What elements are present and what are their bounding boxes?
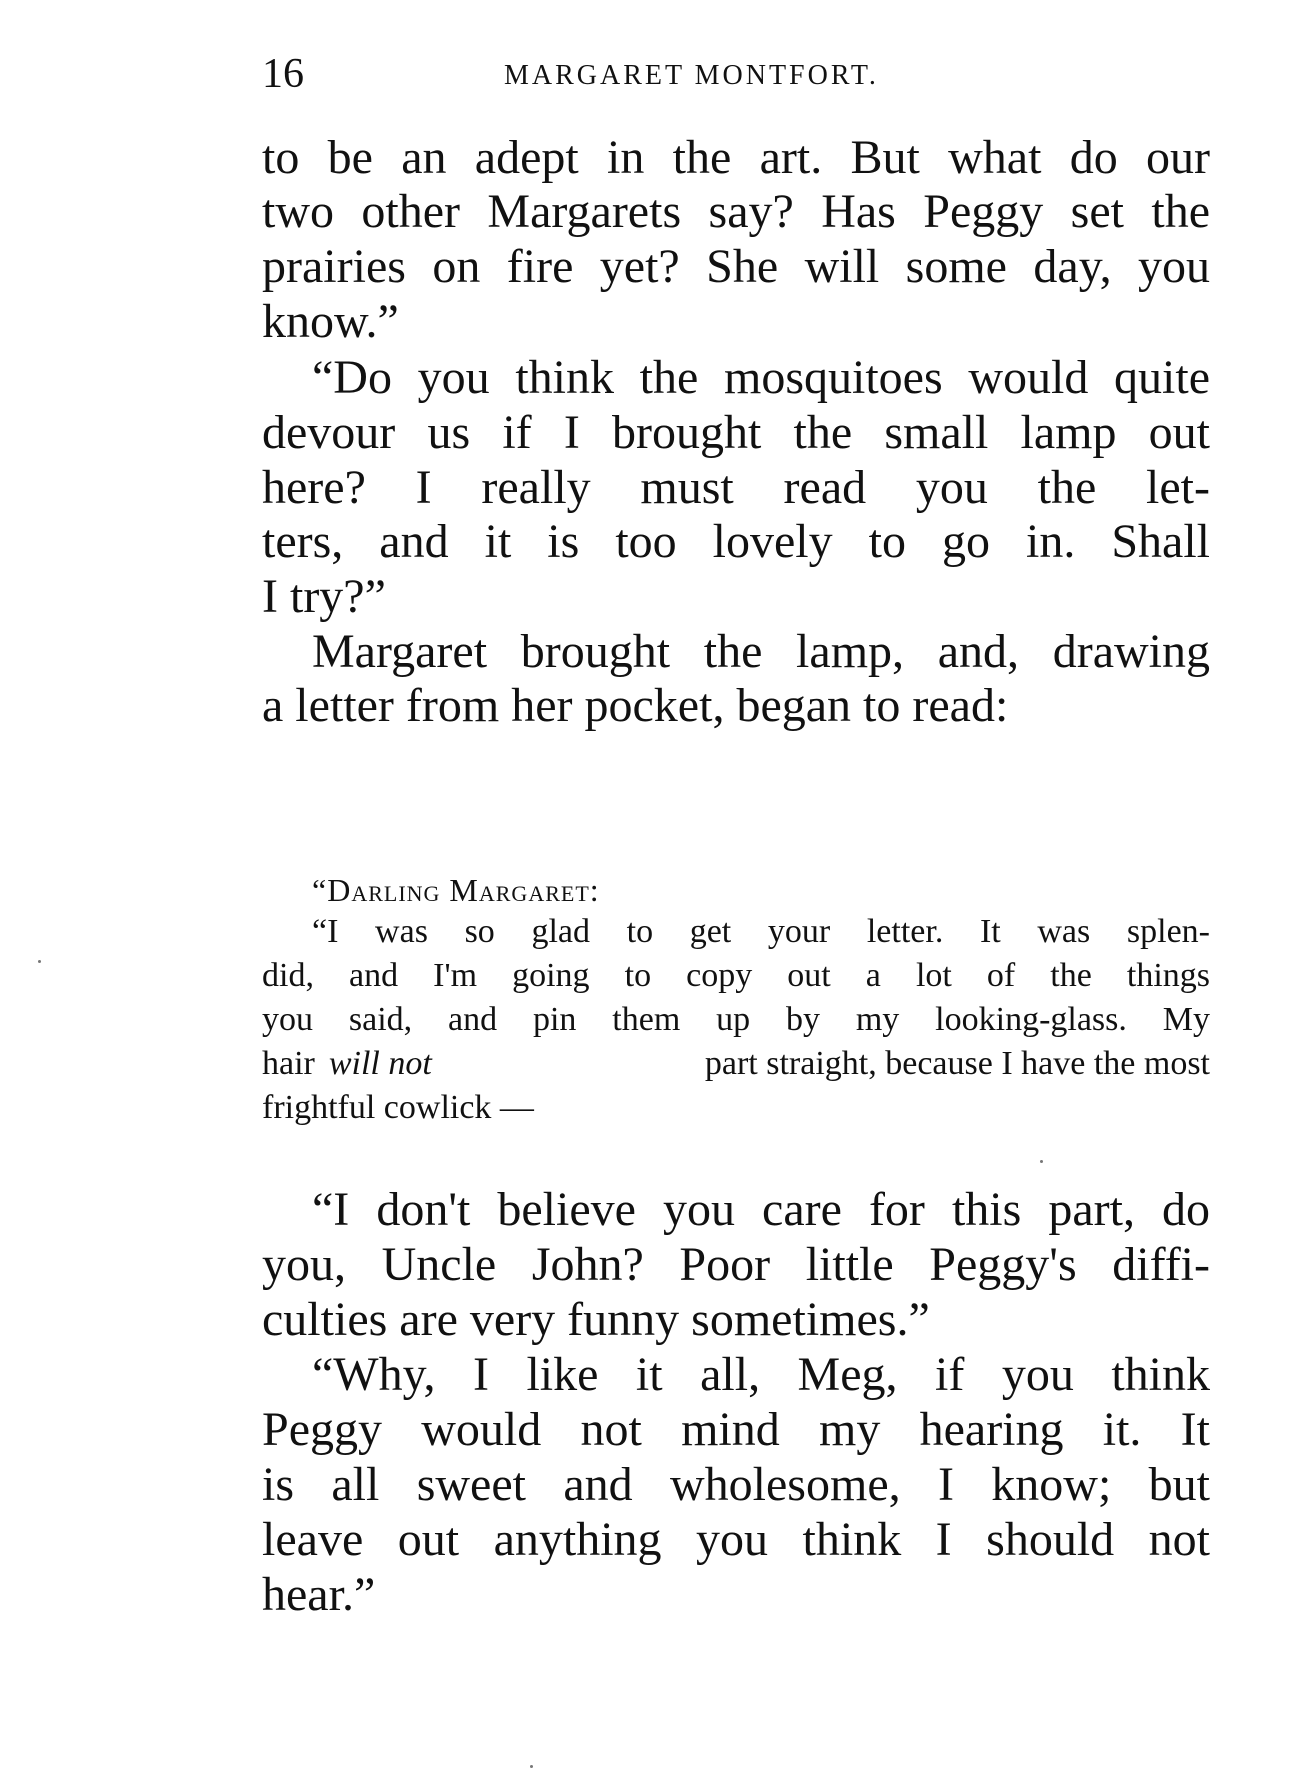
text-line: I try?” [262,570,386,623]
scan-speck [38,960,41,963]
text-line: hear.” [262,1568,376,1621]
scan-speck [530,1765,533,1768]
scan-speck [1040,1160,1043,1163]
text-line: to be an adept in the art. But what do our [262,131,1210,184]
text-line: culties are very funny sometimes.” [262,1293,930,1346]
letter-line: you said, and pin them up by my looking-glass. My [262,1001,1210,1038]
letter-line-emphasis [262,1040,1210,1088]
text-line: “Why, I like it all, Meg, if you think [312,1348,1210,1401]
text-line: is all sweet and wholesome, I know; but [262,1458,1210,1511]
text-line: a letter from her pocket, began to read: [262,679,1009,732]
text-line: Peggy would not mind my hearing it. It [262,1403,1210,1456]
letter-emphasis: will not [328,1045,432,1082]
text-line: ters, and it is too lovely to go in. Shall [262,515,1210,568]
running-head [262,40,1262,100]
letter-line: frightful cowlick — [262,1089,534,1126]
letter-line: did, and I'm going to copy out a lot of the things [262,957,1210,994]
letter-word: hair [262,1045,315,1082]
letter-salutation: “Darling Margaret: [312,872,600,908]
text-line: devour us if I brought the small lamp out [262,406,1210,459]
text-line: prairies on fire yet? She will some day, you [262,240,1210,293]
text-line: two other Margarets say? Has Peggy set the [262,185,1210,238]
text-line: here? I really must read you the let- [262,461,1210,514]
text-line: “Do you think the mosquitoes would quite [312,351,1210,404]
text-line: Margaret brought the lamp, and, drawing [312,625,1210,678]
text-line: “I don't believe you care for this part, do [312,1183,1210,1236]
text-line: leave out anything you think I should not [262,1513,1210,1566]
running-title: MARGARET MONTFORT. [504,60,879,91]
letter-line-rest: part straight, because I have the most [704,1045,1210,1082]
letter-line: “I was so glad to get your letter. It was splen- [312,913,1210,950]
page-number: 16 [262,51,304,97]
text-line: you, Uncle John? Poor little Peggy's diffi- [262,1238,1210,1291]
text-line: know.” [262,295,399,348]
